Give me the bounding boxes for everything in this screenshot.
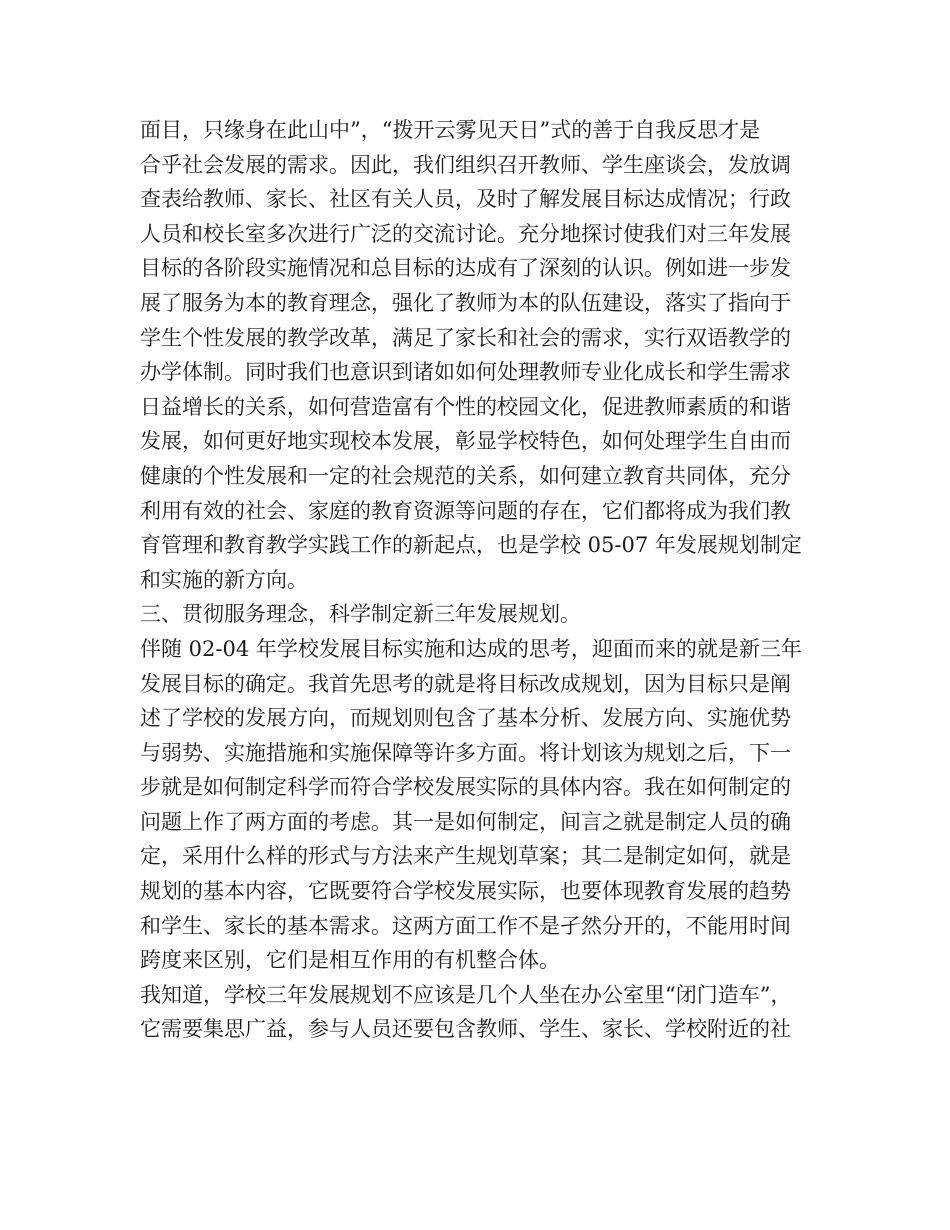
text-line: 它需要集思广益，参与人员还要包含教师、学生、家长、学校附近的社 [140,1017,791,1042]
text-line: 步就是如何制定科学而符合学校发展实际的具体内容。我在如何制定的 [140,775,791,800]
text-line: 问题上作了两方面的考虑。其一是如何制定，间言之就是制定人员的确 [140,809,791,834]
text-line: 目标的各阶段实施情况和总目标的达成有了深刻的认识。例如进一步发 [140,256,791,281]
text-line: 查表给教师、家长、社区有关人员，及时了解发展目标达成情况；行政 [140,187,791,212]
text-line: 定，采用什么样的形式与方法来产生规划草案；其二是制定如何，就是 [140,844,791,869]
text-line: 人员和校长室多次进行广泛的交流讨论。充分地探讨使我们对三年发展 [140,221,791,246]
text-line: 和学生、家长的基本需求。这两方面工作不是孑然分开的，不能用时间 [140,913,791,938]
text-line: 我知道，学校三年发展规划不应该是几个人坐在办公室里“闭门造车”， [140,982,792,1007]
text-line: 合乎社会发展的需求。因此，我们组织召开教师、学生座谈会，发放调 [140,152,791,177]
text-line: 发展目标的确定。我首先思考的就是将目标改成规划，因为目标只是阐 [140,671,791,696]
text-line: 学生个性发展的教学改革，满足了家长和社会的需求，实行双语教学的 [140,325,791,350]
text-line: 规划的基本内容，它既要符合学校发展实际，也要体现教育发展的趋势 [140,879,791,904]
text-line: 伴随 02-04 年学校发展目标实施和达成的思考，迎面而来的就是新三年 [140,636,802,661]
text-line: 办学体制。同时我们也意识到诸如如何处理教师专业化成长和学生需求 [140,360,791,385]
text-line: 日益增长的关系，如何营造富有个性的校园文化，促进教师素质的和谐 [140,394,791,419]
section-heading: 三、贯彻服务理念，科学制定新三年发展规划。 [140,602,581,627]
text-line: 和实施的新方向。 [140,567,308,592]
text-line: 与弱势、实施措施和实施保障等许多方面。将计划该为规划之后，下一 [140,740,791,765]
text-line: 述了学校的发展方向，而规划则包含了基本分析、发展方向、实施优势 [140,706,791,731]
text-line: 发展，如何更好地实现校本发展，彰显学校特色，如何处理学生自由而 [140,429,791,454]
text-line: 育管理和教育教学实践工作的新起点，也是学校 05-07 年发展规划制定 [140,533,802,558]
text-line: 跨度来区别，它们是相互作用的有机整合体。 [140,948,560,973]
text-line: 展了服务为本的教育理念，强化了教师为本的队伍建设，落实了指向于 [140,290,791,315]
text-line: 利用有效的社会、家庭的教育资源等问题的存在，它们都将成为我们教 [140,498,791,523]
text-line: 健康的个性发展和一定的社会规范的关系，如何建立教育共同体，充分 [140,463,791,488]
body-text [140,113,820,1047]
text-line: 面目，只缘身在此山中”，“拨开云雾见天日”式的善于自我反思才是 [140,118,761,142]
